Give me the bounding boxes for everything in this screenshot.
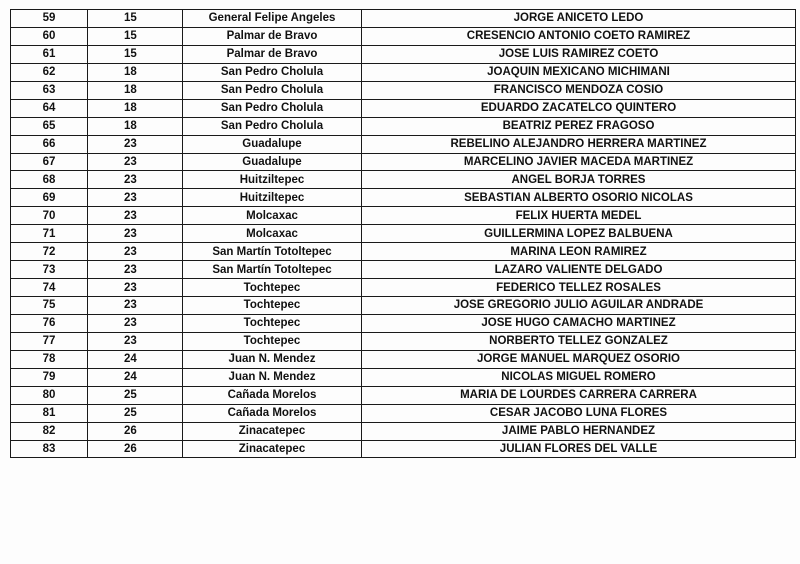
district-cell: 23 (88, 153, 183, 171)
person-name-cell: SEBASTIAN ALBERTO OSORIO NICOLAS (362, 189, 796, 207)
row-number-cell: 66 (11, 135, 88, 153)
district-cell: 23 (88, 225, 183, 243)
table-row (11, 404, 796, 422)
table-row (11, 207, 796, 225)
row-number-cell: 79 (11, 368, 88, 386)
table-row (11, 135, 796, 153)
person-name-cell: NORBERTO TELLEZ GONZALEZ (362, 332, 796, 350)
municipality-cell: Molcaxac (183, 225, 362, 243)
person-name-cell: FRANCISCO MENDOZA COSIO (362, 81, 796, 99)
row-number-cell: 72 (11, 243, 88, 261)
person-name-cell: CRESENCIO ANTONIO COETO RAMIREZ (362, 27, 796, 45)
municipality-cell: Tochtepec (183, 297, 362, 315)
person-name-cell: BEATRIZ PEREZ FRAGOSO (362, 117, 796, 135)
table-row (11, 171, 796, 189)
table-row (11, 10, 796, 28)
person-name-cell: JOAQUIN MEXICANO MICHIMANI (362, 63, 796, 81)
table-row (11, 27, 796, 45)
district-cell: 26 (88, 440, 183, 458)
district-cell: 18 (88, 81, 183, 99)
row-number-cell: 60 (11, 27, 88, 45)
district-cell: 23 (88, 314, 183, 332)
district-cell: 18 (88, 63, 183, 81)
district-cell: 23 (88, 243, 183, 261)
row-number-cell: 71 (11, 225, 88, 243)
district-cell: 26 (88, 422, 183, 440)
table-row (11, 63, 796, 81)
person-name-cell: REBELINO ALEJANDRO HERRERA MARTINEZ (362, 135, 796, 153)
district-cell: 23 (88, 207, 183, 225)
district-cell: 15 (88, 27, 183, 45)
municipality-cell: General Felipe Angeles (183, 10, 362, 28)
district-cell: 23 (88, 171, 183, 189)
row-number-cell: 62 (11, 63, 88, 81)
district-cell: 15 (88, 45, 183, 63)
municipality-cell: Juan N. Mendez (183, 368, 362, 386)
district-cell: 25 (88, 404, 183, 422)
row-number-cell: 81 (11, 404, 88, 422)
row-number-cell: 65 (11, 117, 88, 135)
table-row (11, 189, 796, 207)
person-name-cell: JORGE ANICETO LEDO (362, 10, 796, 28)
person-name-cell: JOSE HUGO CAMACHO MARTINEZ (362, 314, 796, 332)
municipality-cell: Cañada Morelos (183, 404, 362, 422)
table-row (11, 99, 796, 117)
table-row (11, 440, 796, 458)
district-cell: 18 (88, 117, 183, 135)
district-cell: 24 (88, 350, 183, 368)
municipality-cell: Zinacatepec (183, 422, 362, 440)
table-row (11, 386, 796, 404)
municipality-cell: Cañada Morelos (183, 386, 362, 404)
table-row (11, 243, 796, 261)
table-row (11, 350, 796, 368)
row-number-cell: 83 (11, 440, 88, 458)
row-number-cell: 74 (11, 279, 88, 297)
row-number-cell: 82 (11, 422, 88, 440)
person-name-cell: CESAR JACOBO LUNA FLORES (362, 404, 796, 422)
table-row (11, 81, 796, 99)
row-number-cell: 78 (11, 350, 88, 368)
table-row (11, 422, 796, 440)
district-cell: 23 (88, 135, 183, 153)
municipality-cell: San Pedro Cholula (183, 63, 362, 81)
row-number-cell: 70 (11, 207, 88, 225)
row-number-cell: 68 (11, 171, 88, 189)
municipality-cell: Palmar de Bravo (183, 27, 362, 45)
table-row (11, 45, 796, 63)
row-number-cell: 67 (11, 153, 88, 171)
person-name-cell: MARCELINO JAVIER MACEDA MARTINEZ (362, 153, 796, 171)
person-name-cell: JAIME PABLO HERNANDEZ (362, 422, 796, 440)
row-number-cell: 75 (11, 297, 88, 315)
table-row (11, 332, 796, 350)
table-row (11, 225, 796, 243)
person-name-cell: FELIX HUERTA MEDEL (362, 207, 796, 225)
row-number-cell: 80 (11, 386, 88, 404)
row-number-cell: 61 (11, 45, 88, 63)
municipality-cell: Palmar de Bravo (183, 45, 362, 63)
person-name-cell: JULIAN FLORES DEL VALLE (362, 440, 796, 458)
person-name-cell: NICOLAS MIGUEL ROMERO (362, 368, 796, 386)
municipality-cell: Molcaxac (183, 207, 362, 225)
district-cell: 23 (88, 297, 183, 315)
table-row (11, 368, 796, 386)
person-name-cell: EDUARDO ZACATELCO QUINTERO (362, 99, 796, 117)
municipality-cell: Guadalupe (183, 135, 362, 153)
table-row (11, 261, 796, 279)
municipality-cell: Zinacatepec (183, 440, 362, 458)
table-row (11, 153, 796, 171)
municipality-cell: San Martín Totoltepec (183, 243, 362, 261)
municipality-cell: San Martín Totoltepec (183, 261, 362, 279)
district-cell: 25 (88, 386, 183, 404)
roster-table (10, 9, 796, 458)
municipality-cell: Tochtepec (183, 332, 362, 350)
municipality-cell: San Pedro Cholula (183, 117, 362, 135)
table-row (11, 117, 796, 135)
row-number-cell: 77 (11, 332, 88, 350)
person-name-cell: MARIA DE LOURDES CARRERA CARRERA (362, 386, 796, 404)
person-name-cell: ANGEL BORJA TORRES (362, 171, 796, 189)
municipality-cell: San Pedro Cholula (183, 99, 362, 117)
municipality-cell: Tochtepec (183, 314, 362, 332)
table-row (11, 314, 796, 332)
person-name-cell: FEDERICO TELLEZ ROSALES (362, 279, 796, 297)
table-row (11, 279, 796, 297)
district-cell: 23 (88, 261, 183, 279)
district-cell: 23 (88, 332, 183, 350)
row-number-cell: 59 (11, 10, 88, 28)
roster-table-body (11, 10, 796, 458)
row-number-cell: 76 (11, 314, 88, 332)
row-number-cell: 63 (11, 81, 88, 99)
person-name-cell: JORGE MANUEL MARQUEZ OSORIO (362, 350, 796, 368)
municipality-cell: Tochtepec (183, 279, 362, 297)
municipality-cell: Huitziltepec (183, 189, 362, 207)
person-name-cell: GUILLERMINA LOPEZ BALBUENA (362, 225, 796, 243)
person-name-cell: JOSE LUIS RAMIREZ COETO (362, 45, 796, 63)
municipality-cell: Guadalupe (183, 153, 362, 171)
row-number-cell: 69 (11, 189, 88, 207)
table-row (11, 297, 796, 315)
person-name-cell: MARINA LEON RAMIREZ (362, 243, 796, 261)
district-cell: 15 (88, 10, 183, 28)
district-cell: 18 (88, 99, 183, 117)
person-name-cell: LAZARO VALIENTE DELGADO (362, 261, 796, 279)
district-cell: 24 (88, 368, 183, 386)
municipality-cell: Juan N. Mendez (183, 350, 362, 368)
person-name-cell: JOSE GREGORIO JULIO AGUILAR ANDRADE (362, 297, 796, 315)
district-cell: 23 (88, 189, 183, 207)
municipality-cell: Huitziltepec (183, 171, 362, 189)
row-number-cell: 64 (11, 99, 88, 117)
district-cell: 23 (88, 279, 183, 297)
municipality-cell: San Pedro Cholula (183, 81, 362, 99)
row-number-cell: 73 (11, 261, 88, 279)
